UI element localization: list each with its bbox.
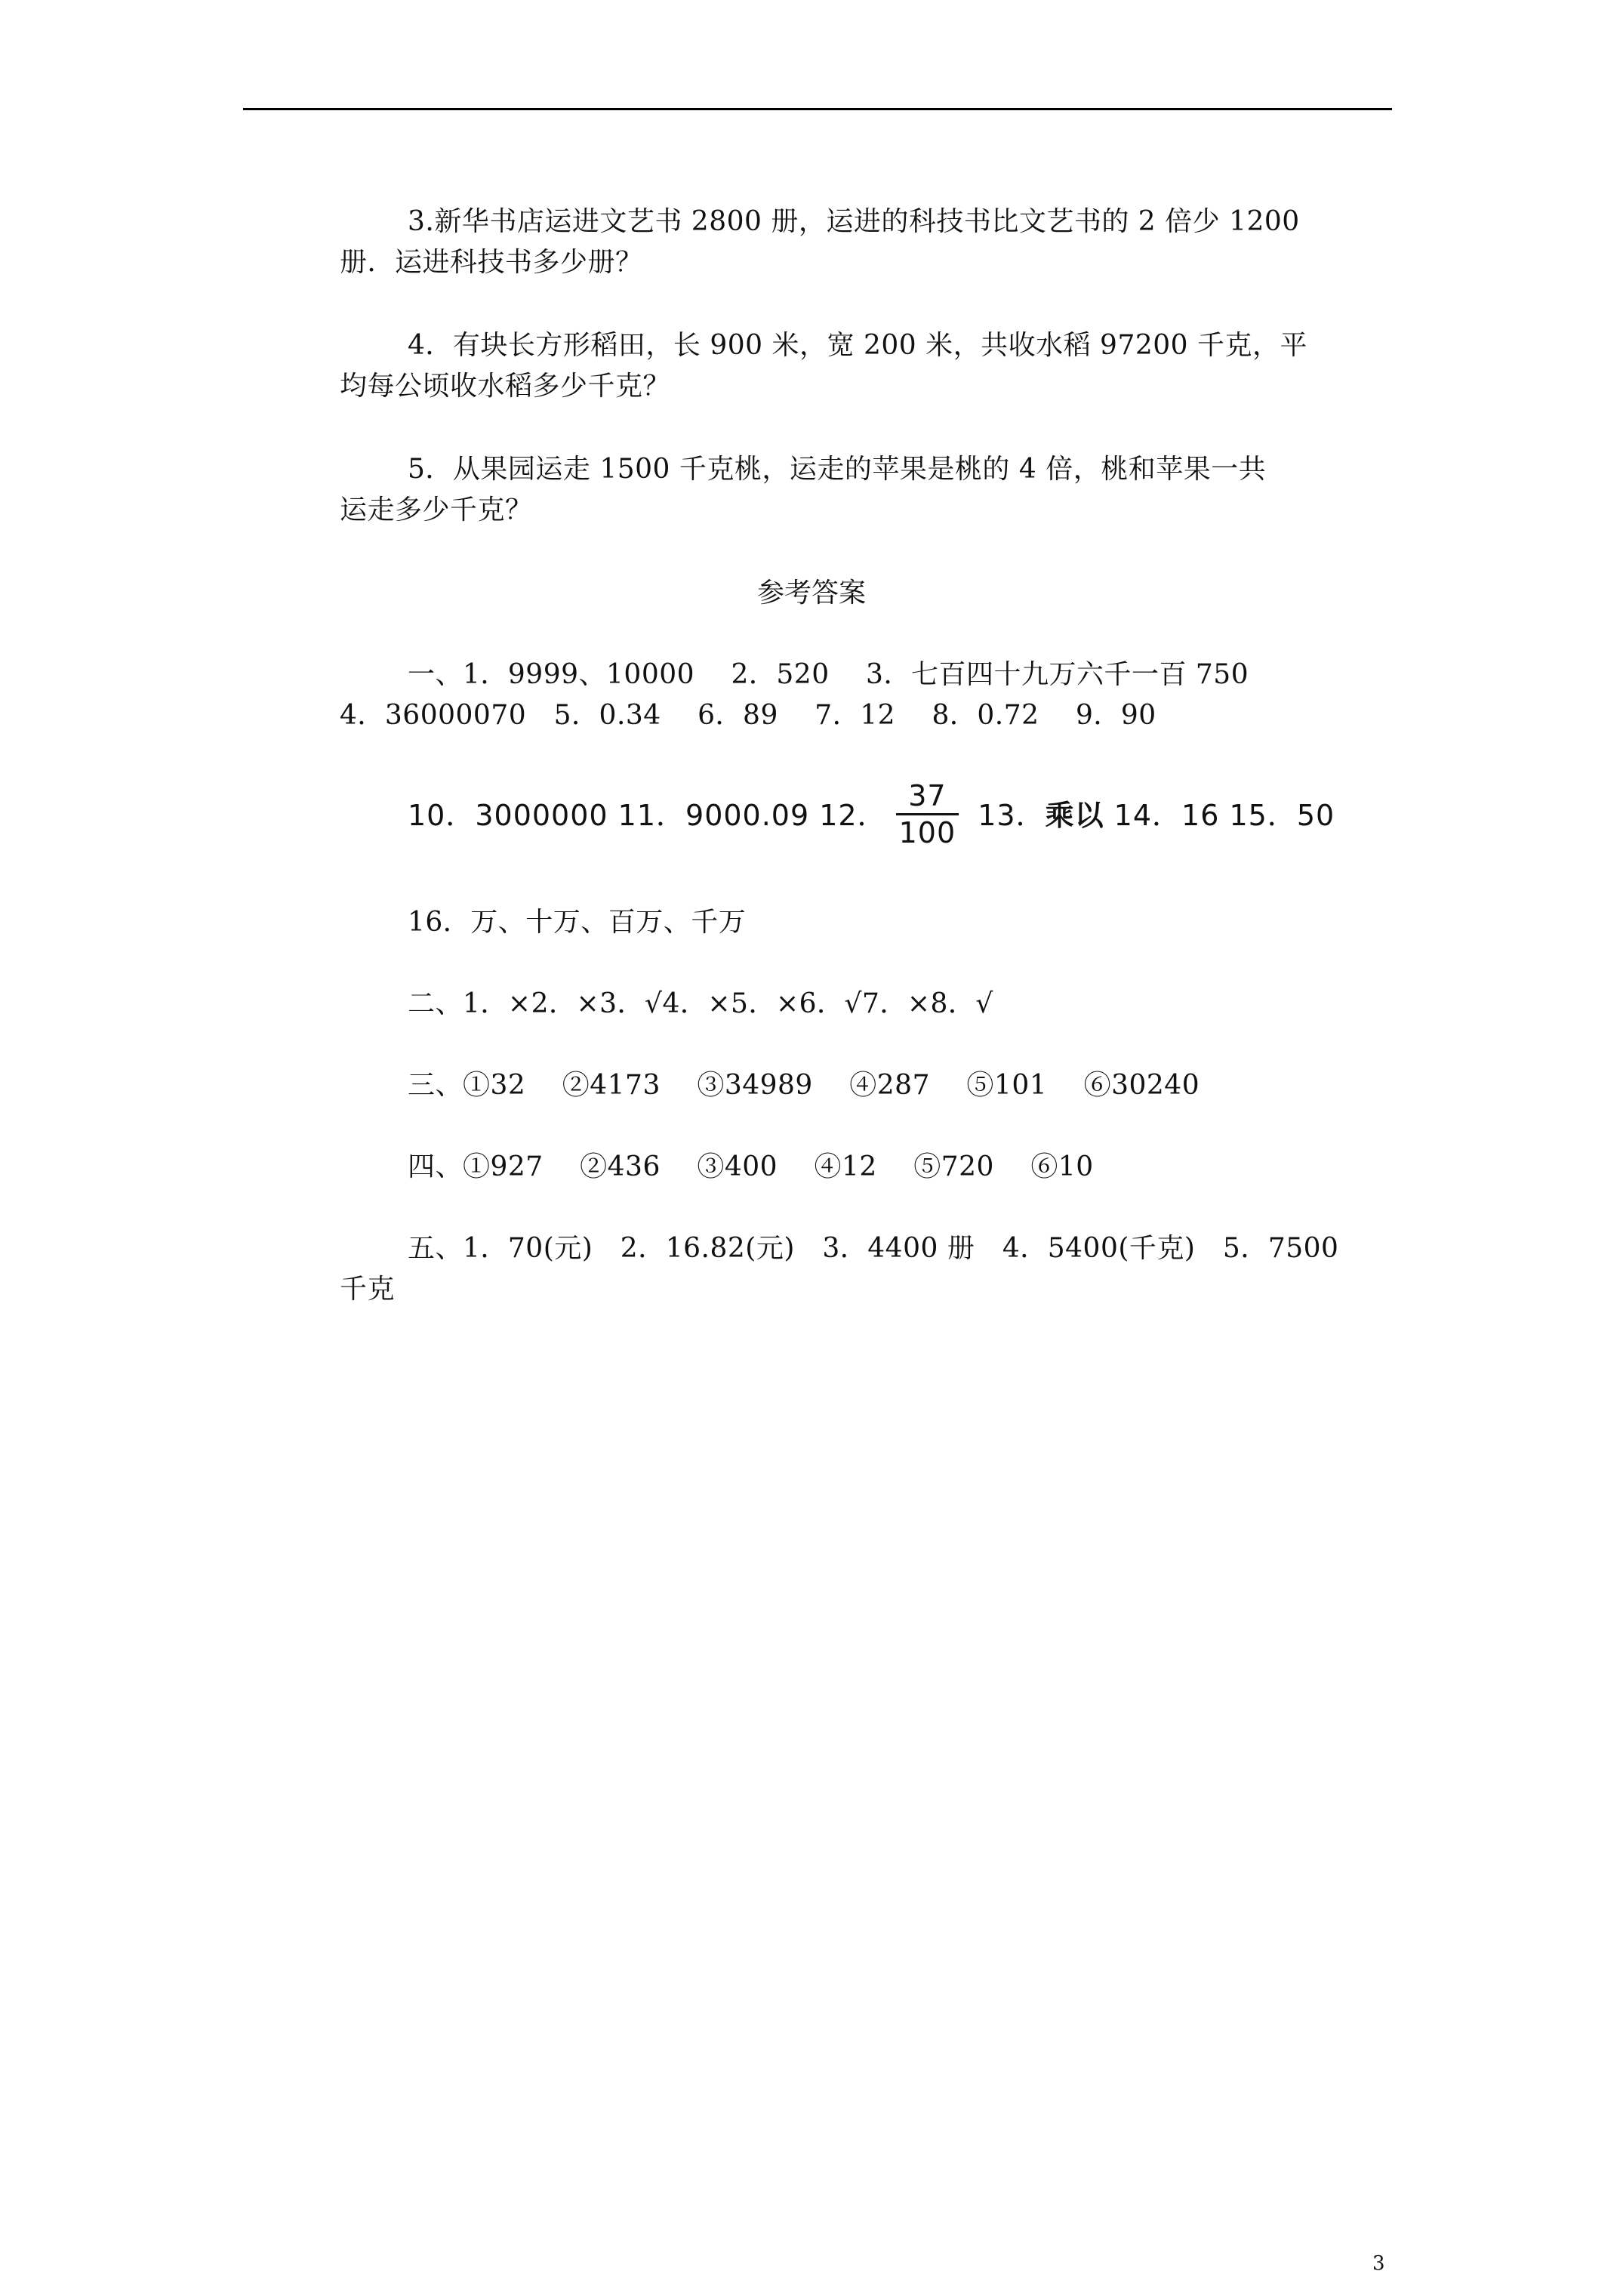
answers-section-5-line-1: 五、1．70(元) 2．16.82(元) 3．4400 册 4．5400(千克) 5．7500 <box>408 1233 1339 1264</box>
answers-section-1-line-3 <box>408 778 1335 853</box>
answers-section-4: 四、①927 ②436 ③400 ④12 ⑤720 ⑥10 <box>408 1151 1094 1182</box>
page-number: 3 <box>1372 2252 1385 2275</box>
answers-13-value: 乘以 <box>1045 799 1104 832</box>
answers-section-1-line-2: 4．36000070 5．0.34 6．89 7．12 8．0.72 9．90 <box>340 700 1156 731</box>
answers-10-12-text: 10．3000000 11．9000.09 12． <box>408 799 887 832</box>
answers-section-2: 二、1．×2．×3．√4．×5．×6．√7．×8．√ <box>408 988 993 1019</box>
question-5-line-2: 运走多少千克？ <box>340 495 533 525</box>
question-4-line-2: 均每公顷收水稻多少千克？ <box>340 371 671 402</box>
question-5-line-1: 5．从果园运走 1500 千克桃，运走的苹果是桃的 4 倍，桃和苹果一共 <box>408 454 1267 485</box>
answers-section-1-line-1: 一、1．9999、10000 2．520 3．七百四十九万六千一百 750 <box>408 659 1249 690</box>
question-3-line-2: 册．运进科技书多少册？ <box>340 247 643 278</box>
question-4-line-1: 4．有块长方形稻田，长 900 米，宽 200 米，共收水稻 97200 千克，平 <box>408 330 1308 361</box>
header-rule <box>243 108 1392 110</box>
fraction-numerator: 37 <box>896 778 959 815</box>
fraction-denominator: 100 <box>898 816 956 849</box>
answers-section-3: 三、①32 ②4173 ③34989 ④287 ⑤101 ⑥30240 <box>408 1070 1200 1101</box>
question-3-line-1: 3.新华书店运进文艺书 2800 册，运进的科技书比文艺书的 2 倍少 1200 <box>408 206 1300 237</box>
answers-13-text: 13． <box>968 799 1046 832</box>
answers-14-15-text: 14．16 15．50 <box>1104 799 1335 832</box>
answers-section-1-line-4: 16．万、十万、百万、千万 <box>408 907 747 938</box>
fraction-37-100 <box>896 778 959 850</box>
answers-section-5-line-2: 千克 <box>340 1274 396 1305</box>
answers-heading: 参考答案 <box>756 578 866 609</box>
